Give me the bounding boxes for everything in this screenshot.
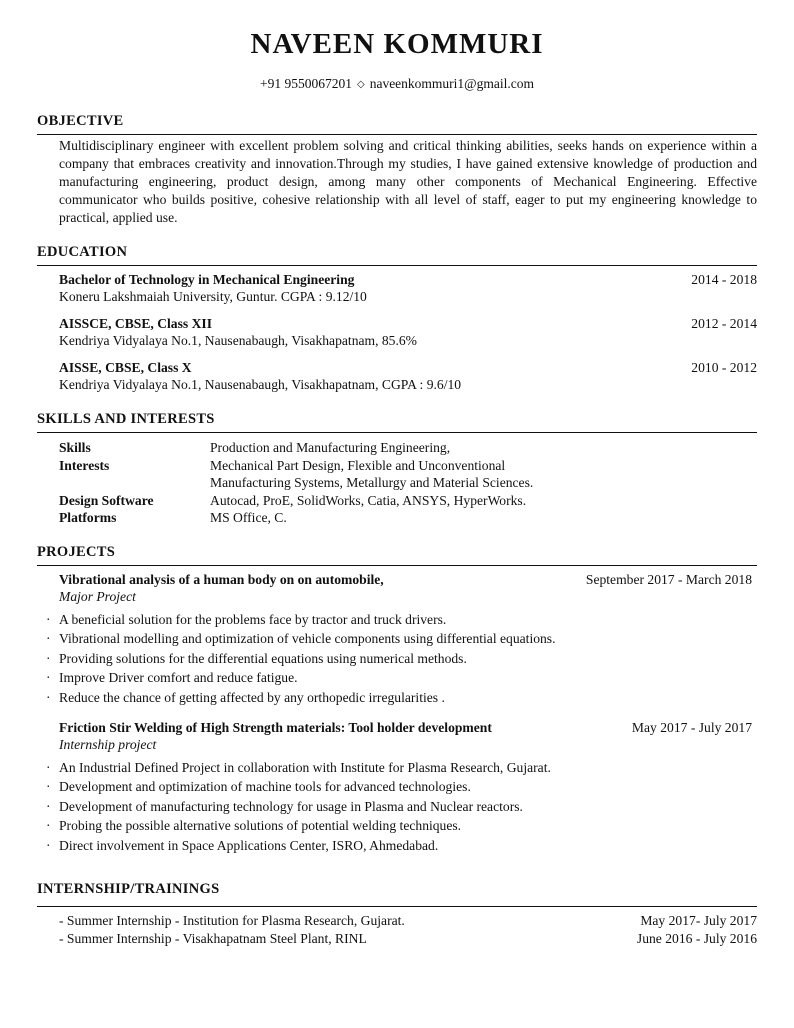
projects-section — [37, 543, 757, 855]
section-title-education: EDUCATION — [37, 244, 128, 260]
project-title: Vibrational analysis of a human body on on automobile, — [59, 572, 384, 587]
diamond-separator-icon: ◇ — [357, 79, 365, 90]
internship-dates: June 2016 - July 2016 — [636, 930, 757, 946]
bullet-dot-icon: · — [46, 689, 51, 705]
project-item — [37, 571, 757, 707]
institution: Koneru Lakshmaiah University, Guntur. CGPA : 9.12/10 — [59, 289, 367, 304]
skills-value: Mechanical Part Design, Flexible and Unconventional — [210, 457, 506, 473]
skills-row — [59, 439, 757, 457]
bullet-item: · Direct involvement in Space Applications Center, ISRO, Ahmedabad. — [37, 836, 757, 855]
objective-text: Multidisciplinary engineer with excellent problem solving and critical thinking abilities, seeks hands on experience within a company that embraces creativity and innovation.Through my studies, I have gained extensive knowledge of production and manufacturing engineering, product design, among many other components of Mechanical Engineering. Effective communicator who builds positive, cohesive relationship with all level of staff, eager to put my engineering knowledge to practical, applied use. — [59, 138, 757, 225]
internship-text: - Summer Internship - Institution for Plasma Research, Gujarat. — [59, 913, 405, 928]
bullet-dot-icon: · — [46, 650, 51, 666]
section-title-projects: PROJECTS — [37, 544, 116, 560]
education-item — [59, 315, 757, 349]
skills-label: Design Software — [59, 492, 154, 508]
section-title-skills: SKILLS AND INTERESTS — [37, 411, 215, 427]
section-divider — [37, 565, 757, 566]
bullet-item: · Reduce the chance of getting affected by any orthopedic irregularities . — [37, 688, 757, 707]
degree-title: AISSE, CBSE, Class X — [59, 360, 192, 375]
bullet-dot-icon: · — [46, 631, 51, 647]
internship-list — [37, 912, 757, 947]
skills-label: Skills — [59, 440, 91, 455]
bullet-dot-icon: · — [46, 837, 51, 853]
internship-item — [59, 912, 757, 930]
education-item — [59, 271, 757, 305]
bullet-item: · Providing solutions for the differential equations using numerical methods. — [37, 649, 757, 668]
contact-line — [0, 76, 794, 92]
institution: Kendriya Vidyalaya No.1, Nausenabaugh, Visakhapatnam, 85.6% — [59, 333, 418, 348]
project-title: Friction Stir Welding of High Strength materials: Tool holder development — [59, 720, 492, 736]
skills-table — [59, 439, 757, 527]
skills-row — [59, 457, 757, 475]
degree-title: Bachelor of Technology in Mechanical Engineering — [59, 272, 355, 287]
bullet-item: · Improve Driver comfort and reduce fatigue. — [37, 668, 757, 687]
bullet-item: · Vibrational modelling and optimization of vehicle components using differential equations. — [37, 629, 757, 648]
skills-label — [59, 474, 210, 492]
bullet-dot-icon: · — [46, 760, 51, 776]
skills-value: Manufacturing Systems, Metallurgy and Material Sciences. — [210, 475, 534, 490]
bullet-dot-icon: · — [46, 779, 51, 795]
skills-value: MS Office, C. — [210, 510, 287, 525]
skills-row — [59, 509, 757, 527]
section-divider — [37, 906, 757, 907]
education-section — [37, 243, 757, 393]
bullet-dot-icon: · — [46, 612, 51, 627]
skills-value: Production and Manufacturing Engineering, — [210, 440, 451, 455]
project-dates: September 2017 - March 2018 — [585, 572, 752, 587]
skills-row — [59, 492, 757, 510]
skills-section — [37, 410, 757, 527]
education-dates: 2010 - 2012 — [691, 360, 757, 375]
education-dates: 2012 - 2014 — [691, 316, 757, 331]
section-title-internships: INTERNSHIP/TRAININGS — [37, 881, 220, 897]
phone-number: +91 9550067201 — [260, 76, 352, 91]
project-dates: May 2017 - July 2017 — [631, 720, 752, 736]
bullet-dot-icon: · — [46, 818, 51, 834]
skills-label: Platforms — [59, 510, 117, 525]
education-dates: 2014 - 2018 — [691, 272, 757, 287]
internship-item — [59, 930, 757, 948]
project-bullets — [37, 758, 757, 855]
institution: Kendriya Vidyalaya No.1, Nausenabaugh, Visakhapatnam, CGPA : 9.6/10 — [59, 377, 462, 392]
bullet-item: · Development and optimization of machine tools for advanced technologies. — [37, 777, 757, 796]
bullet-dot-icon: · — [46, 670, 51, 686]
internship-dates: May 2017- July 2017 — [640, 913, 757, 928]
education-item — [59, 359, 757, 393]
skills-value: Autocad, ProE, SolidWorks, Catia, ANSYS, HyperWorks. — [210, 492, 527, 508]
section-divider — [37, 134, 757, 135]
section-divider — [37, 432, 757, 433]
section-title-objective: OBJECTIVE — [37, 113, 124, 129]
skills-row — [59, 474, 757, 492]
skills-label: Interests — [59, 457, 110, 473]
project-type: Major Project — [59, 589, 136, 604]
internships-section — [37, 880, 757, 947]
project-type: Internship project — [59, 737, 157, 753]
degree-title: AISSCE, CBSE, Class XII — [59, 316, 212, 331]
email-address[interactable]: naveenkommuri1@gmail.com — [369, 76, 534, 91]
internship-text: - Summer Internship - Visakhapatnam Steel Plant, RINL — [59, 930, 367, 946]
bullet-item: · Probing the possible alternative solutions of potential welding techniques. — [37, 816, 757, 835]
section-divider — [37, 265, 757, 266]
project-bullets — [37, 610, 757, 707]
project-item — [37, 719, 757, 855]
bullet-dot-icon: · — [46, 798, 51, 814]
candidate-name: NAVEEN KOMMURI — [250, 28, 544, 60]
bullet-item: · An Industrial Defined Project in collaboration with Institute for Plasma Research, Gujarat. — [37, 758, 757, 777]
bullet-item: · Development of manufacturing technology for usage in Plasma and Nuclear reactors. — [37, 797, 757, 816]
objective-section — [37, 112, 757, 227]
bullet-item: · A beneficial solution for the problems face by tractor and truck drivers. — [37, 610, 757, 629]
